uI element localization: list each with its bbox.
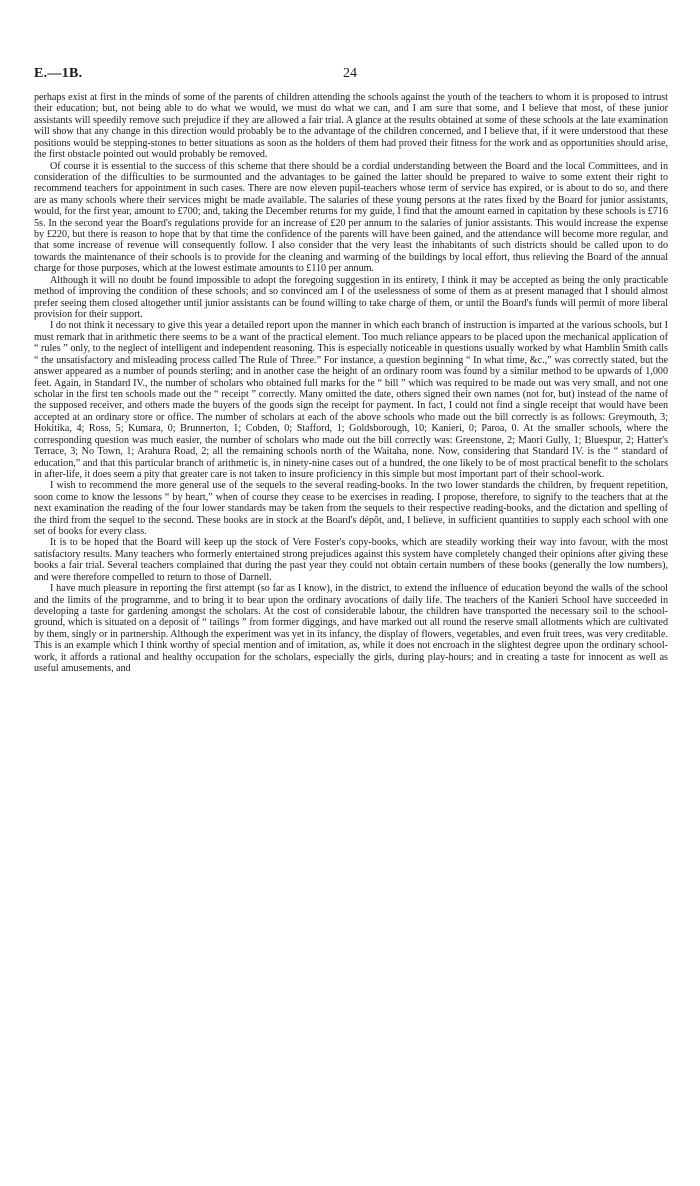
paragraph-continued: perhaps exist at first in the minds of some of the parents of children attending the schools against the youth of the teachers to whom it is proposed to intrust their education; but, not being able to do what we would, we must do what we can, and I am sure that some, and I believe that most, of these junior assistants will speedily remove such prejudice if they are allowed a fair trial. A glance at the results obtained at some of these schools at the late examination will show that any change in this direction would probably be to the advantage of the children concerned, and I believe that, if it were understood that these positions would be stepping-stones to better situations as soon as the holders of them had proved their fitness for the work and as opportunities should arise, the first obstacle pointed out would probably be removed. bbox=[34, 92, 668, 161]
document-reference: E.—1B. bbox=[34, 66, 83, 81]
page-header bbox=[34, 66, 666, 86]
paragraph-gardening: I have much pleasure in reporting the first attempt (so far as I know), in the district, to extend the influence of education beyond the walls of the school and the limits of the programme, and to bring it to bear upon the ordinary avocations of daily life. The teachers of the Kanieri School have succeeded in developing a taste for gardening amongst the scholars. At the cost of considerable labour, the children have transported the necessary soil to the school-ground, which is situated on a deposit of “ tailings ” from former diggings, and have marked out all round the reserve small allotments which are cultivated by them, singly or in partnership. Although the experiment was yet in its infancy, the display of flowers, vegetables, and even fruit trees, was very creditable. This is an example which I think worthy of special mention and of imitation, as, while it does not encroach in the slightest degree upon the ordinary school-work, it affords a rational and healthy occupation for the scholars, especially the girls, during play-hours; and in creating a taste for innocent as well as useful amusements, and bbox=[34, 583, 668, 675]
page-number: 24 bbox=[343, 66, 357, 81]
paragraph-reading-books: I wish to recommend the more general use of the sequels to the several reading-books. In the two lower standards the children, by frequent repetition, soon come to know the lessons “ by heart,” when of course they cease to be exercises in reading. I propose, therefore, to signify to the teachers that at the next examination the reading of the four lower standards may be taken from the sequels to their respective reading-books, and the dictation and spelling of the third from the sequel to the second. These books are in stock at the Board's dépôt, and, I believe, in sufficient quantities to supply each school with one set of books for every class. bbox=[34, 480, 668, 538]
paragraph-foregoing-suggestion: Although it will no doubt be found impossible to adopt the foregoing suggestion in its entirety, I think it may be accepted as being the only practicable method of improving the condition of these schools; and so convinced am I of the uselessness of some of them as at present managed that I should almost prefer seeing them closed altogether until junior assistants can be found willing to take charge of them, or until the Board's funds will permit of more liberal provision for their support. bbox=[34, 274, 668, 321]
paragraph-cordial-understanding: Of course it is essential to the success of this scheme that there should be a cordial understanding between the Board and the local Committees, and in consideration of the difficulties to be surmounted and the advantages to be gained the latter should be prepared to waive to some extent their right to recommend teachers for appointment in such cases. There are now eleven pupil-teachers whose term of service has expired, or is about to do so, and there are as many schools where their services might be made available. The salaries of these young persons at the rates fixed by the Board for junior assistants, would, for the first year, amount to £700; and, taking the December returns for my guide, I find that the amount earned in capitation by these schools is £716 5s. In the second year the Board's regulations provide for an increase of £20 per annum to the salaries of junior assistants. This would increase the expense by £220, but there is reason to hope that by that time the confidence of the parents will have been gained, and the attendance will become more regular, and that some increase of revenue will consequently follow. I also consider that the very least the inhabitants of such districts should be called upon to do towards the maintenance of their schools is to provide for the cleaning and warming of the buildings by local effort, thus relieving the Board of the annual charge for those purposes, which at the lowest estimate amounts to £110 per annum. bbox=[34, 160, 668, 275]
paragraph-copy-books: It is to be hoped that the Board will keep up the stock of Vere Foster's copy-books, which are steadily working their way into favour, with the most satisfactory results. Many teachers who formerly entertained strong prejudices against this system have completely changed their opinions after giving these books a fair trial. Several teachers complained that during the past year they could not obtain certain numbers of these books (generally the low numbers), and were therefore compelled to return to those of Darnell. bbox=[34, 537, 668, 583]
paragraph-arithmetic: I do not think it necessary to give this year a detailed report upon the manner in which each branch of instruction is imparted at the various schools, but I must remark that in arithmetic there seems to be a want of the practical element. Too much reliance appears to be placed upon the mechanical application of “ rules ” only, to the neglect of intelligent and independent reasoning. This is especially noticeable in questions usually worked by what Hamblin Smith calls “ the unsatisfactory and misleading process called The Rule of Three.” For instance, a question beginning “ In what time, &c.,” was correctly stated, but the answer appeared as a number of pounds sterling; and in another case the height of an ordinary room was found by a similar method to be upwards of 1,000 feet. Again, in Standard IV., the number of scholars who obtained full marks for the “ bill ” which was required to be made out was very small, and not one scholar in the first ten schools made out the “ receipt ” correctly. Many omitted the date, others signed their own names (not for, but) instead of the name of the supposed receiver, and others made the buyers of the goods sign the receipt for payment. In fact, I could not find a single receipt that would have been accepted at an ordinary store or office. The number of scholars at each of the above schools who made out the bill correctly is as follows: Greymouth, 3; Hokitika, 4; Ross, 5; Kumara, 0; Brunnerton, 1; Cobden, 0; Stafford, 1; Goldsborough, 10; Kanieri, 0; Paroa, 0. At the smaller schools, where the corresponding question was much easier, the number of scholars who made out the bill correctly was: Greenstone, 2; Maori Gully, 1; Bluespur, 2; Hatter's Terrace, 3; No Town, 1; Arahura Road, 2; all the remaining schools north of the Waitaha, none. Now, considering that Standard IV. is the “ standard of education,” and that this particular branch of arithmetic is, in ninety-nine cases out of a hundred, the one likely to be of most practical benefit to the scholars in after-life, it does seem a pity that greater care is not taken to insure proficiency in this simple but most important part of their school-work. bbox=[34, 320, 668, 480]
report-body bbox=[34, 92, 668, 675]
